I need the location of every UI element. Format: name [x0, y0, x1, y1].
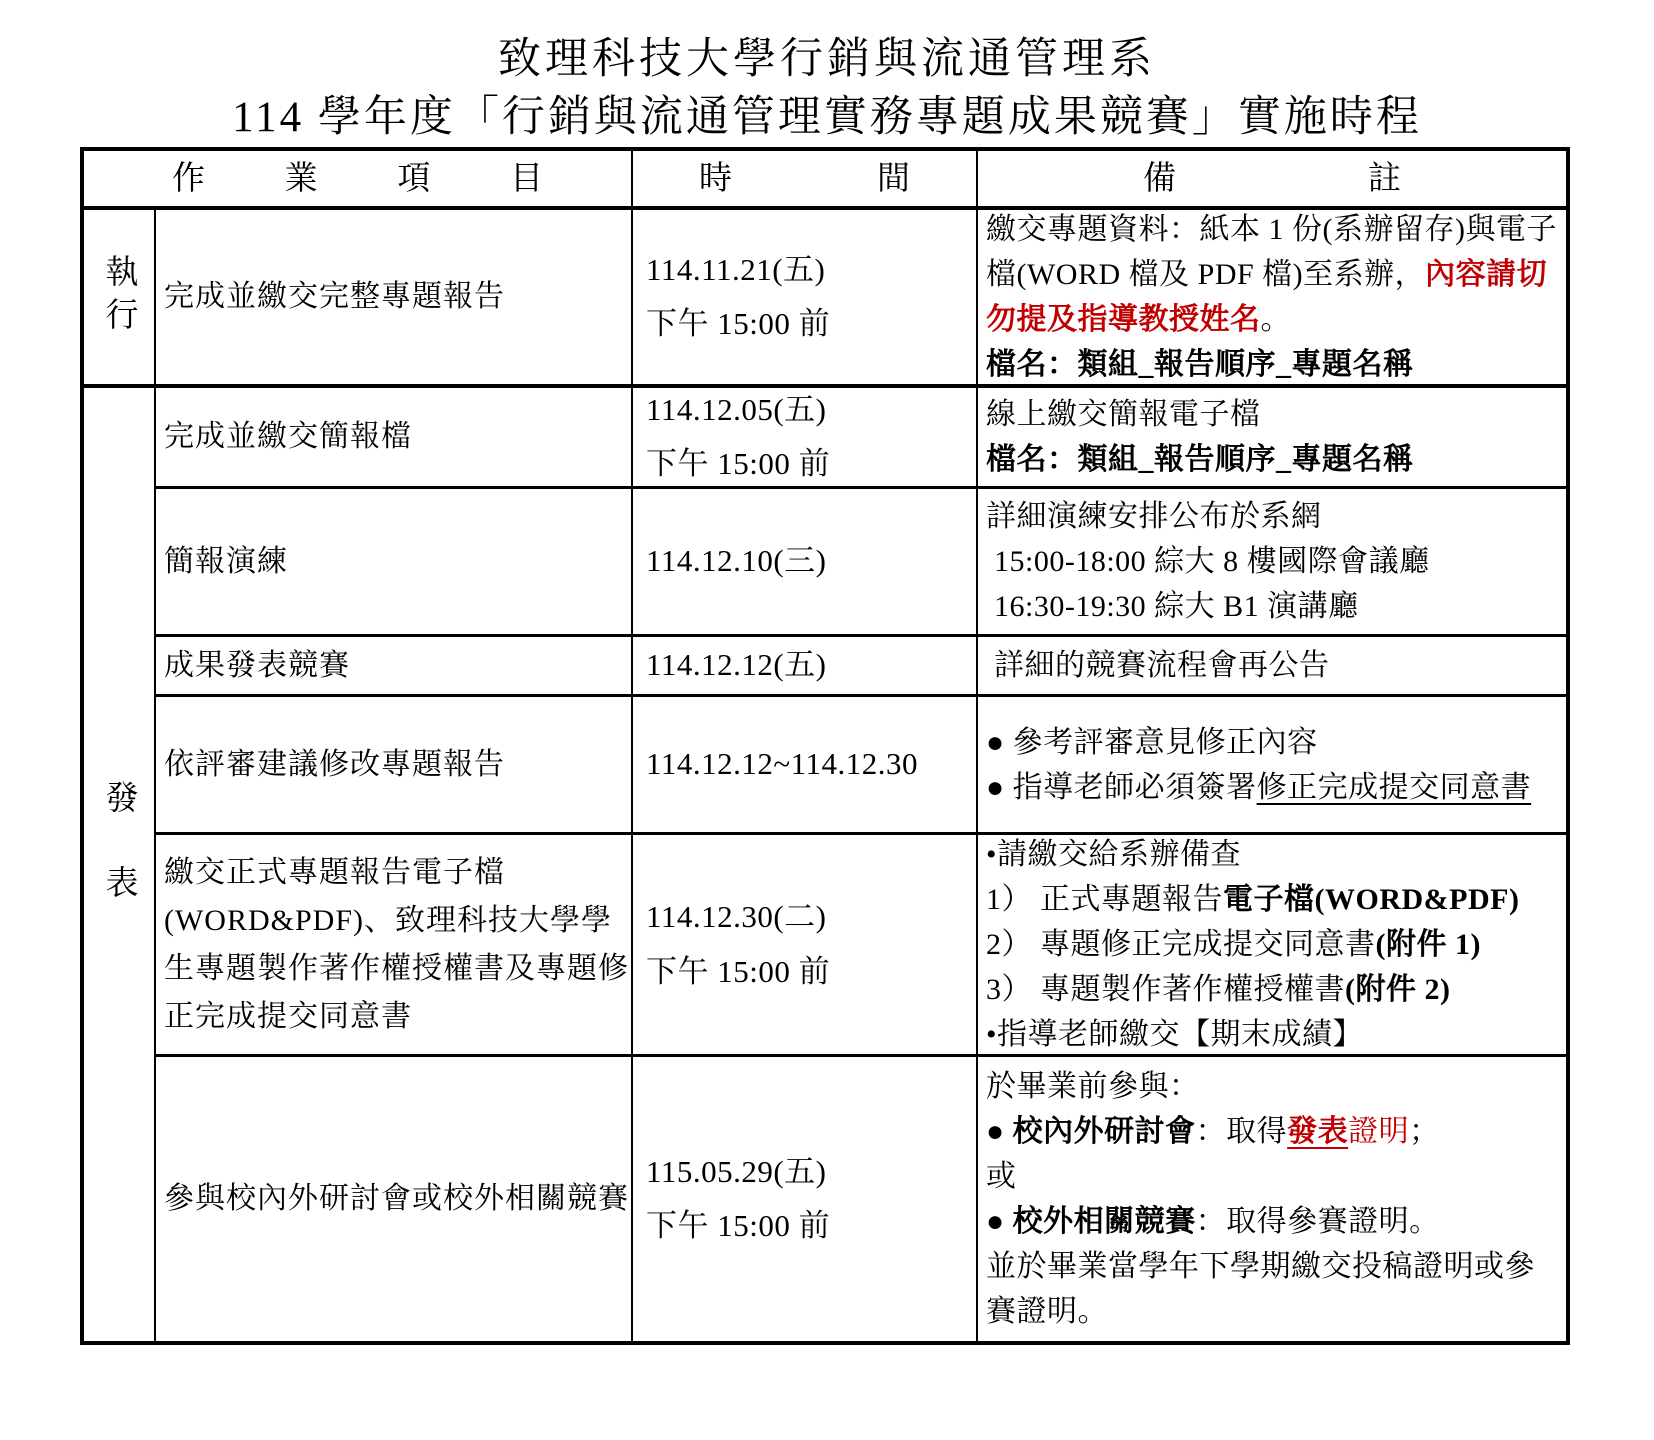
note-text: ● 指導老師必須簽署: [986, 770, 1257, 804]
note-numbered-2: [986, 922, 1564, 967]
table-row-6-note: [978, 835, 1566, 1057]
table-row-5-item: 依評審建議修改專題報告: [156, 697, 633, 835]
note-text: ：取得: [1195, 1115, 1288, 1148]
table-row-6-item: 繳交正式專題報告電子檔(WORD&PDF)、致理科技大學學生專題製作著作權授權書及專題修正完成提交同意書: [156, 835, 633, 1057]
group-label-present: [84, 388, 156, 1341]
note-text: 詳細的競賽流程會再公告: [986, 649, 1330, 682]
table-row-7-time: [633, 1057, 978, 1341]
table-row-4-item: 成果發表競賽: [156, 637, 633, 697]
note-text: ；: [1409, 1115, 1440, 1148]
group-label-present-text: 發表: [100, 779, 137, 950]
note-session-1: 15:00-18:00 綜大 8 樓國際會議廳: [986, 545, 1430, 578]
bullet-icon: ●: [986, 1205, 1013, 1238]
document-title: [0, 0, 1654, 143]
table-row-3-note: [978, 489, 1566, 637]
note-bold-seminar: 校內外研討會: [1012, 1115, 1196, 1148]
note-numbered-1: [986, 877, 1564, 922]
table-row-3-time: [633, 489, 978, 637]
note-bold-competition: 校外相關競賽: [1012, 1205, 1196, 1238]
column-header-time: 時間: [633, 151, 978, 210]
note-bold-text: 電子檔(WORD&PDF): [1223, 883, 1520, 916]
note-text: 繳交專題資料：紙本 1 份(系辦留存)與電子檔(WORD 檔及 PDF 檔)至系辦，: [986, 213, 1557, 291]
table-row-1-item: 完成並繳交完整專題報告: [156, 210, 633, 388]
group-label-execute-text: 執行: [100, 254, 137, 340]
table-row-2-time: [633, 388, 978, 489]
schedule-table: [80, 147, 1570, 1345]
group-label-execute: [84, 210, 156, 388]
note-filename-rule: 檔名：類組_報告順序_專題名稱: [986, 443, 1414, 476]
note-session-2: 16:30-19:30 綜大 B1 演講廳: [986, 590, 1359, 623]
table-row-4-time: [633, 637, 978, 697]
bullet-icon: ●: [986, 1115, 1013, 1148]
note-numbered-3: [986, 967, 1564, 1012]
table-row-4-note: [978, 637, 1566, 697]
column-header-notes: 備註: [978, 151, 1566, 210]
title-line-1: 致理科技大學行銷與流通管理系: [498, 36, 1156, 83]
time-date: 114.12.05(五): [646, 391, 827, 427]
note-text: 1） 正式專題報告: [986, 883, 1223, 916]
table-row-1-note: [978, 210, 1566, 388]
time-range: 114.12.12~114.12.30: [646, 746, 918, 782]
table-row-2-note: [978, 388, 1566, 489]
note-paragraph: [986, 210, 1564, 342]
note-text: ：取得參賽證明。: [1195, 1205, 1440, 1238]
time-deadline: 下午 15:00 前: [646, 446, 831, 481]
note-text: 並於畢業當學年下學期繳交投稿證明或參賽證明。: [986, 1250, 1535, 1328]
time-date: 114.12.30(二): [646, 899, 827, 935]
note-text: 2） 專題修正完成提交同意書: [986, 928, 1376, 961]
note-text: 3） 專題製作著作權授權書: [986, 973, 1345, 1006]
time-deadline: 下午 15:00 前: [646, 953, 831, 989]
table-row-7-item: 參與校內外研討會或校外相關競賽: [156, 1057, 633, 1341]
note-text: 詳細演練安排公布於系網: [986, 500, 1322, 533]
table-row-1-time: [633, 210, 978, 388]
note-bullet-2: [986, 765, 1564, 810]
note-bullet-submit: •請繳交給系辦備查: [986, 838, 1242, 871]
note-text: 線上繳交簡報電子檔: [986, 398, 1261, 431]
table-row-2-item: 完成並繳交簡報檔: [156, 388, 633, 489]
column-header-work-items: 作業項目: [84, 151, 633, 210]
note-bullet-grades: •指導老師繳交【期末成績】: [986, 1018, 1364, 1051]
note-bullet-seminar: [986, 1109, 1564, 1154]
note-text: 。: [1260, 303, 1291, 336]
note-red-underline-publish: 發表: [1287, 1115, 1349, 1148]
table-row-3-item: 簡報演練: [156, 489, 633, 637]
table-row-5-time: [633, 697, 978, 835]
title-line-2: 114 學年度「行銷與流通管理實務專題成果競賽」實施時程: [232, 93, 1422, 141]
time-date: 115.05.29(五): [646, 1153, 827, 1189]
note-or: 或: [986, 1160, 1017, 1193]
table-row-7-note: [978, 1057, 1566, 1341]
time-date: 114.12.10(三): [646, 543, 827, 579]
note-bullet-competition: [986, 1199, 1564, 1244]
note-text: 於畢業前參與：: [986, 1070, 1200, 1103]
time-deadline: 下午 15:00 前: [646, 1208, 831, 1243]
note-attachment-2: (附件 2): [1345, 973, 1451, 1006]
table-row-5-note: [978, 697, 1566, 835]
time-deadline: 下午 15:00 前: [646, 306, 831, 341]
note-red-proof: 證明: [1348, 1115, 1410, 1148]
note-attachment-1: (附件 1): [1375, 928, 1481, 961]
time-date: 114.12.12(五): [646, 647, 827, 683]
table-row-6-time: [633, 835, 978, 1057]
note-filename-rule: 檔名：類組_報告順序_專題名稱: [986, 348, 1414, 381]
note-warning-red: 內容請切勿提及指導教授姓名: [986, 258, 1548, 336]
note-underlined-form-name: 修正完成提交同意書: [1256, 770, 1532, 804]
note-bullet-1: ● 參考評審意見修正內容: [986, 725, 1318, 759]
time-date: 114.11.21(五): [646, 251, 826, 287]
